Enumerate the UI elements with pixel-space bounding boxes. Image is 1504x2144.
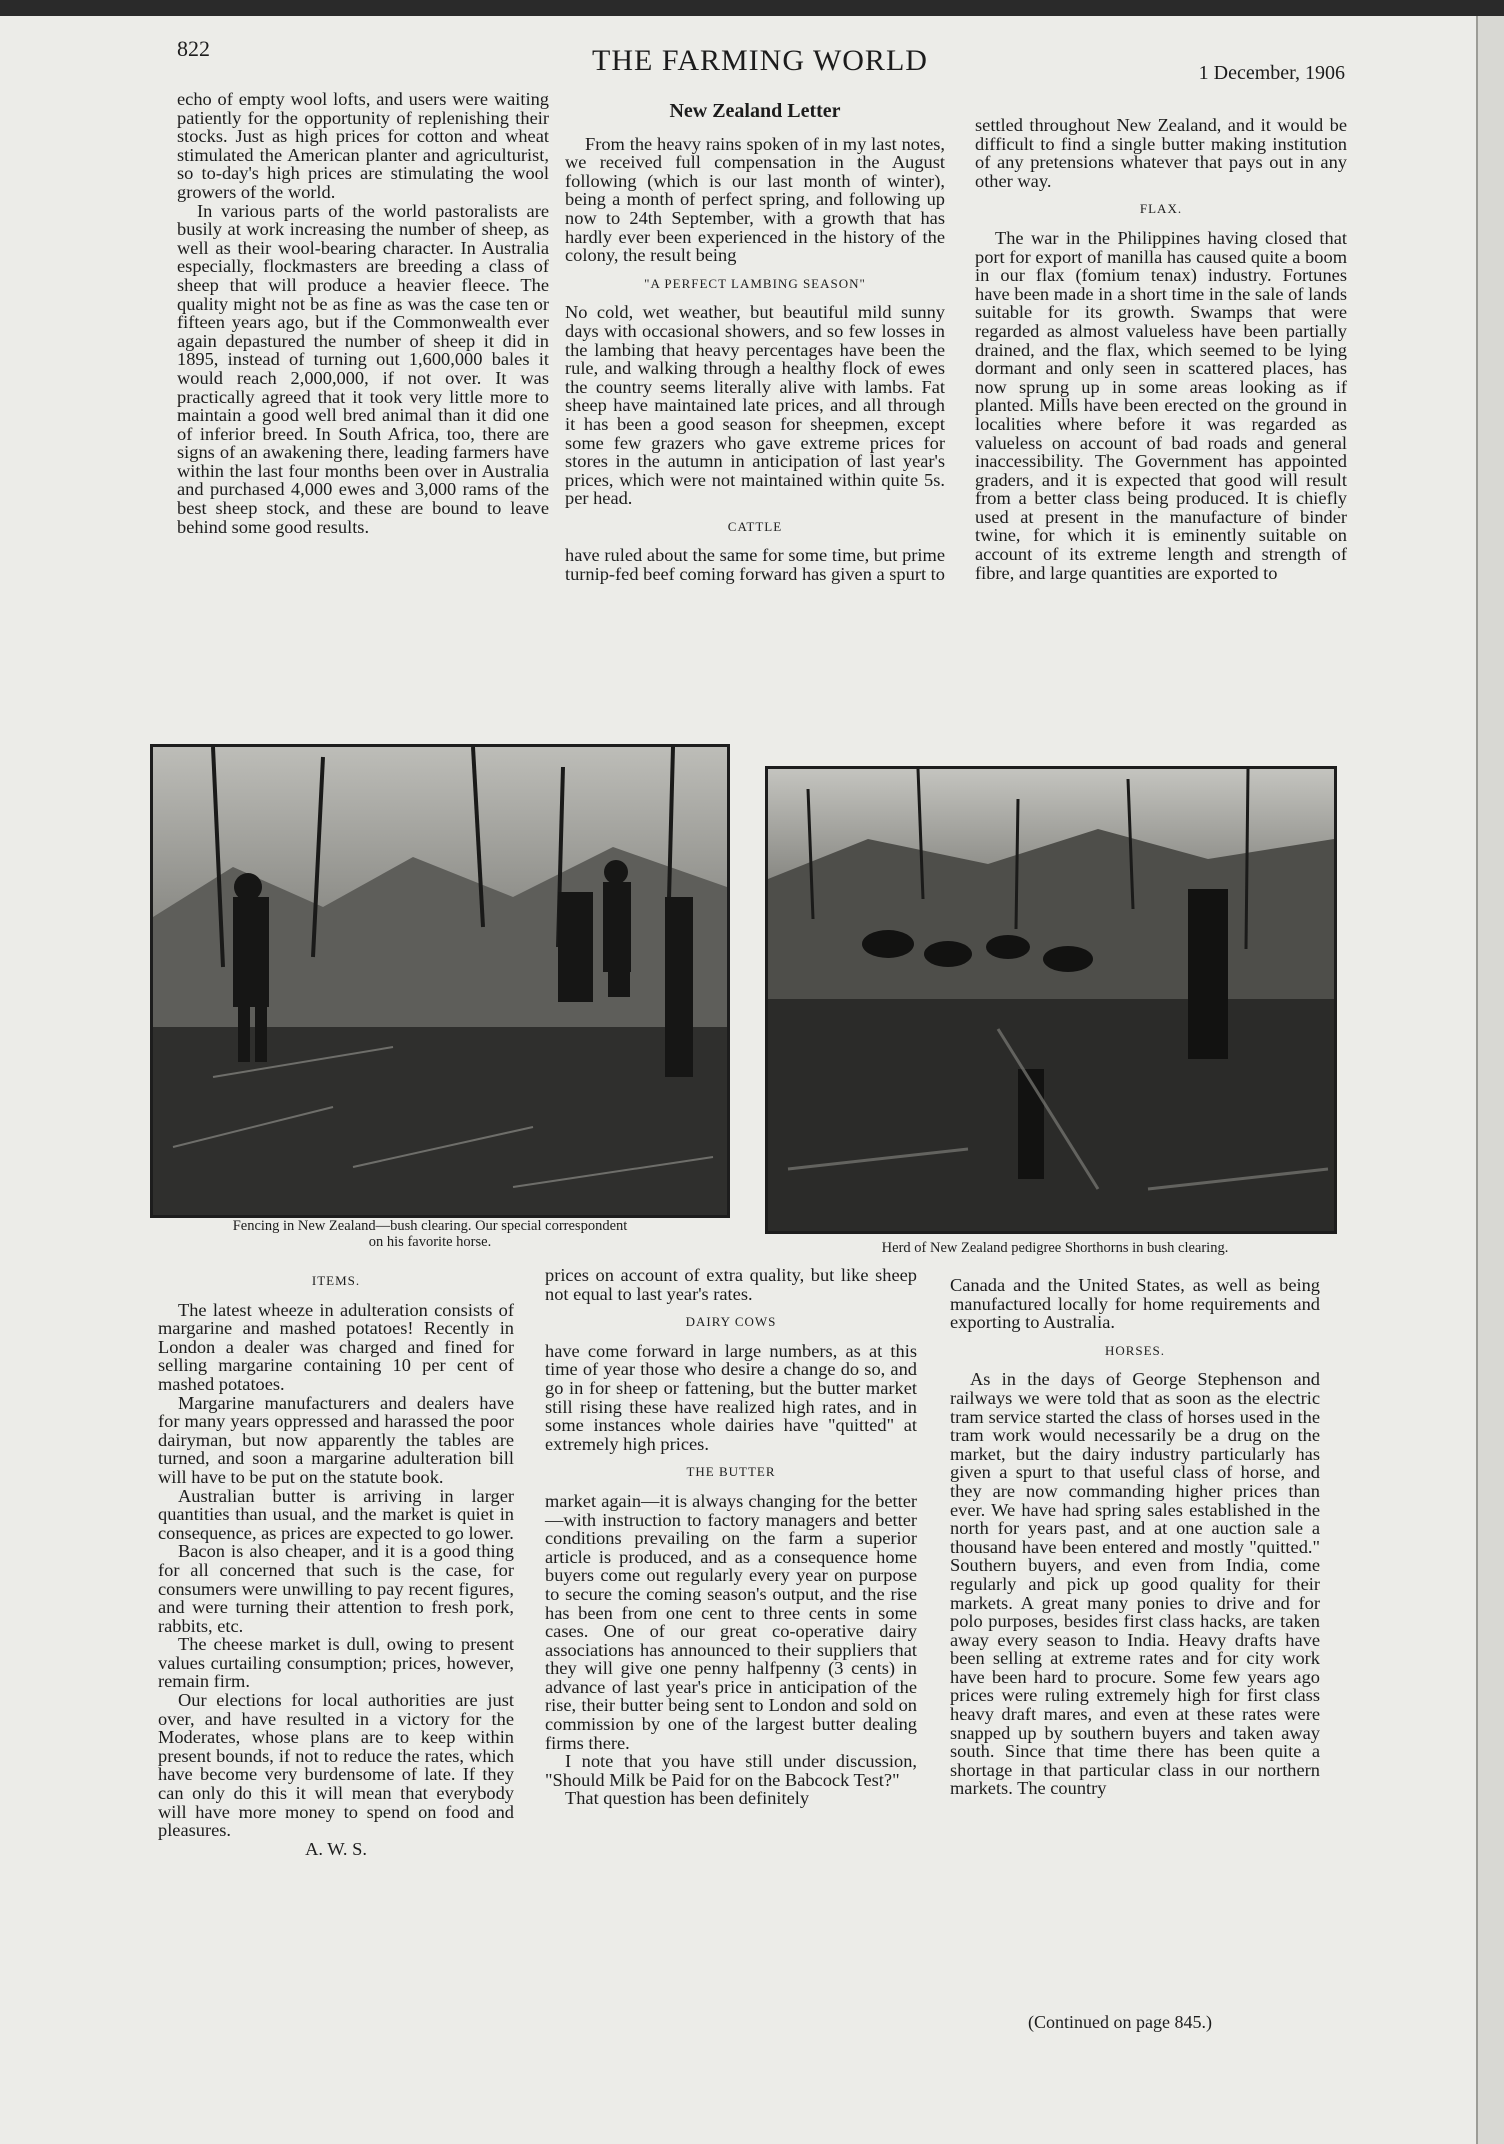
- paragraph: have ruled about the same for some time, but prime turnip-fed beef coming forward has given a spurt to: [565, 545, 945, 585]
- paragraph: have come forward in large numbers, as at this time of year those who desire a change do so, and go in for sheep or fattening, but the butter market still rising these have realized high rates, and in some instances whole dairies have "quitted" at extremely high prices.: [545, 1340, 917, 1454]
- paragraph: Canada and the United States, as well as being manufactured locally for home requirements and exporting to Australia.: [950, 1275, 1320, 1333]
- paragraph: That question has been definitely: [565, 1788, 810, 1809]
- photo-caption-right: Herd of New Zealand pedigree Shorthorns in bush clearing.: [881, 1240, 1229, 1256]
- paragraph: As in the days of George Stephenson and railways we were told that as soon as the electric tram service started the class of horses used in the tram work would necessarily be a drug on the market, but the dairy industry particularly has given a spurt to that useful class of horse, and they are now commanding higher prices than ever. We have had spring sales established in the north for years past, and at one auction sale a thousand have been entered and mostly "quitted." Southern buyers, and even from India, come regularly and pick up good quality for their markets. A great many ponies to drive and for polo purposes, besides first class hacks, are taken away every season to India. Heavy drafts have been selling at extreme rates and for city work have been hard to procure. Some few years ago prices were ruling extremely high for first class heavy draft mares, and even at these rates were snapped up by southern buyers and taken away south. Since that time there has been quite a shortage in that particular class in our northern markets. The country: [950, 1369, 1320, 1799]
- scan-right-edge: [1476, 16, 1504, 2144]
- article-heading: New Zealand Letter: [669, 100, 841, 122]
- paragraph: I note that you have still under discussion, "Should Milk be Paid for on the Babcock Test?": [545, 1751, 917, 1790]
- paragraph: settled throughout New Zealand, and it would be difficult to find a single butter making institution of any pretensions whatever that pays out in any other way.: [975, 115, 1347, 191]
- section-subheading: ITEMS.: [311, 1273, 361, 1288]
- scan-top-border: [0, 0, 1504, 16]
- column-3: [975, 116, 1347, 582]
- paragraph: prices on account of extra quality, but like sheep not equal to last year's rates.: [545, 1265, 917, 1304]
- section-subheading: HORSES.: [1104, 1342, 1166, 1358]
- author-signature: A. W. S.: [305, 1838, 367, 1859]
- paragraph: From the heavy rains spoken of in my last notes, we received full compensation in the August following (which is our last month of winter), being a month of perfect spring, and following up now to 24th September, with a growth that has hardly ever been experienced in the history of the colony, the result being: [565, 133, 945, 266]
- paragraph: In various parts of the world pastoralists are busily at work increasing the number of sheep, as well as their wool-bearing character. In Australia especially, flockmasters are breeding a class of sheep that will produce a heavier fleece. The quality might not be as fine as was the case ten or fifteen years ago, but if the Commonwealth ever again depastured the number of sheep it did in 1895, instead of turning out 1,600,000 bales it would reach 2,000,000, if not over. It was practically agreed that it took very little more to maintain a good well bred animal than it did one of inferior breed. In South Africa, too, there are signs of an awakening there, leading farmers have within the last four months been over in Australia and purchased 4,000 ewes and 3,000 rams of the best sheep stock, and these are bound to leave behind some good results.: [177, 200, 549, 537]
- caption-line: on his favorite horse.: [368, 1234, 492, 1250]
- column-6: [950, 1276, 1320, 1798]
- paragraph: echo of empty wool lofts, and users were waiting patiently for the opportunity of replenishing their stocks. Just as high prices for cotton and wheat stimulated the American planter and agriculturist, so to-day's high prices are stimulating the wool growers of the world.: [177, 89, 549, 202]
- section-subheading: "A PERFECT LAMBING SEASON": [644, 275, 866, 291]
- page-number: 822: [177, 36, 210, 61]
- shorthorns-bush-clearing-photo: [765, 766, 1337, 1234]
- paragraph: The war in the Philippines having closed that port for export of manilla has caused quite a boom in our flax (fomium tenax) industry. Fortunes have been made in a short time in the sale of lands suitable for its growth. Swamps that were regarded as almost valueless have been partially drained, and the flax, which seemed to be lying dormant and only seen in scattered places, has now sprung up in some areas looking as if planted. Mills have been erected on the ground in localities where before it was regarded as valueless on account of bad roads and general inaccessibility. The Government has appointed graders, and it is expected that good will result from a better class being produced. It is chiefly used at present in the manufacture of binder twine, for which it is eminently suitable on account of its extreme length and strength of fibre, and large quantities are exported to: [975, 227, 1347, 583]
- paragraph: Australian butter is arriving in larger quantities than usual, and the market is quiet in consequence, as prices are expected to go lower.: [158, 1485, 514, 1543]
- issue-date: 1 December, 1906: [1198, 62, 1345, 84]
- bush-clearing-fencing-photo: [150, 744, 730, 1218]
- photo-illustration: [768, 769, 1334, 1231]
- continued-notice: (Continued on page 845.): [1028, 2012, 1212, 2032]
- paragraph: Bacon is also cheaper, and it is a good thing for all concerned that such is the case, for consumers were unwilling to pay recent figures, and were turning their attention to fresh pork, rabbits, etc.: [158, 1541, 514, 1636]
- caption-line: Fencing in New Zealand—bush clearing. Our special correspondent: [232, 1218, 628, 1234]
- photo-illustration: [153, 747, 727, 1215]
- section-subheading: FLAX.: [1139, 201, 1183, 217]
- section-subheading: CATTLE: [727, 518, 783, 534]
- column-2: [565, 96, 945, 584]
- section-subheading: DAIRY COWS: [685, 1314, 777, 1330]
- column-5: [545, 1266, 917, 1808]
- paragraph: No cold, wet weather, but beautiful mild sunny days with occasional showers, and so few losses in the lambing that heavy percentages have been the rule, and walking through a healthy flock of ewes the country seems literally alive with lambs. Fat sheep have maintained late prices, and all through it has been a good season for sheepmen, except some few grazers who gave extreme prices for stores in the autumn in anticipation of last year's prices, which were not maintained within quite 5s. per head.: [565, 302, 945, 509]
- column-4: [158, 1262, 514, 1858]
- paragraph: Margarine manufacturers and dealers have for many years oppressed and harassed the poor dairyman, but now apparently the tables are turned, and soon a margarine adulteration bill will have to be put on the statute book.: [158, 1392, 514, 1487]
- journal-title: THE FARMING WORLD: [592, 44, 928, 77]
- paragraph: market again—it is always changing for the better—with instruction to factory managers and better conditions prevailing on the farm a superior article is produced, and as a consequence home buyers come out regularly every year on purpose to secure the coming season's output, and the rise has been from one cent to three cents in some cases. One of our great co-operative dairy associations has announced to their suppliers that they will give one penny halfpenny (3 cents) in advance of last year's price in anticipation of the rise, their butter being sent to London and sold on commission by one of the largest butter dealing firms there.: [545, 1490, 917, 1753]
- column-1: [177, 90, 549, 536]
- paragraph: The cheese market is dull, owing to present values curtailing consumption; prices, however, remain firm.: [158, 1634, 514, 1692]
- paragraph: Our elections for local authorities are just over, and have resulted in a victory for the Moderates, whose plans are to keep within present bounds, if not to reduce the rates, which have become very burdensome of late. If they can only do this it will mean that everybody will have more money to spend on food and pleasures.: [158, 1690, 514, 1841]
- photo-caption-left: [140, 1218, 720, 1250]
- paragraph: The latest wheeze in adulteration consists of margarine and mashed potatoes! Recently in London a dealer was charged and fined for selling margarine containing 10 per cent of mashed potatoes.: [158, 1299, 514, 1394]
- signature-line: [158, 1840, 514, 1859]
- section-subheading: THE BUTTER: [686, 1464, 776, 1480]
